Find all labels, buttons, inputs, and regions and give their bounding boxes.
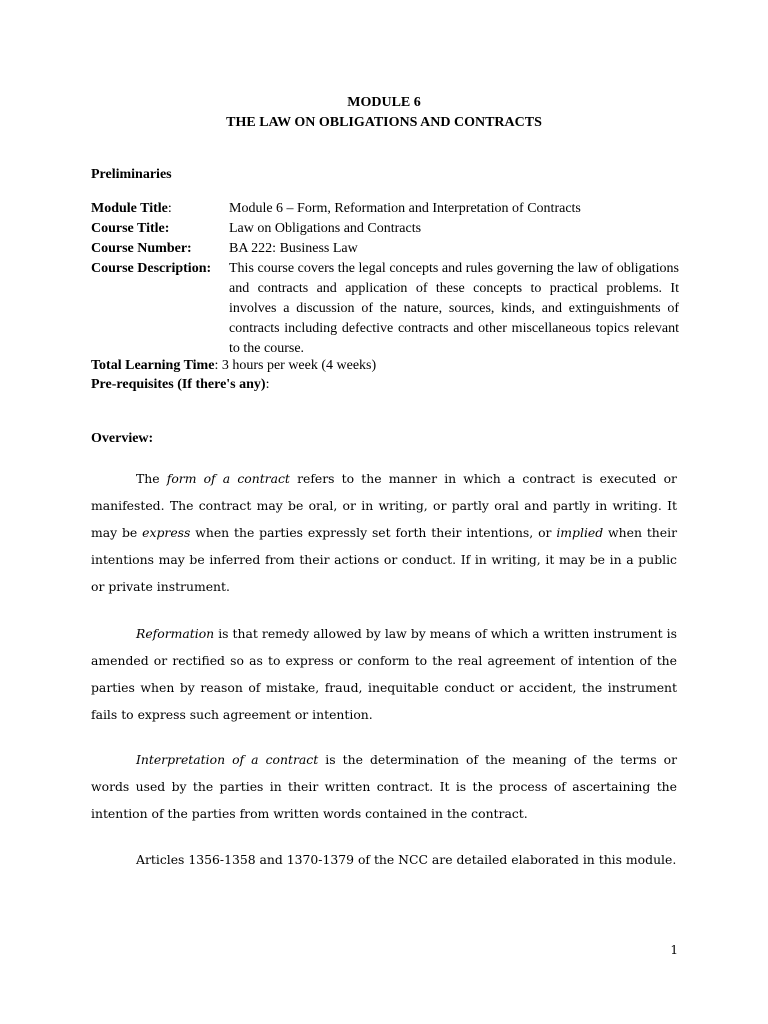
course-number-label: Course Number:: [91, 241, 192, 256]
p4-text-a: Articles 1356-1358 and 1370-1379 of the NCC are detailed elaborated in this module.: [136, 852, 677, 867]
course-number-value: BA 222: Business Law: [229, 241, 358, 256]
module-title-label-text: Module Title: [91, 201, 168, 216]
paragraph-form-of-contract: [91, 465, 677, 600]
p1-text-a: The: [136, 471, 167, 486]
term-interpretation-of-a-contract: Interpretation of a contract: [136, 752, 319, 767]
course-title-value: Law on Obligations and Contracts: [229, 221, 422, 236]
p3-text-b: is the determination of the meaning of the terms or words used by the parties in their written contract. It is the process of ascertaining the intention of the parties from written words contained in the contract.: [91, 752, 677, 821]
course-title-label: Course Title:: [91, 221, 170, 236]
paragraph-reformation: [91, 620, 677, 728]
prerequisites-label: Pre-requisites (If there's any): [91, 377, 266, 392]
paragraph-interpretation: [91, 746, 677, 827]
course-description-value: This course covers the legal concepts and rules governing the law of obligations and contracts and application of these concepts to practical problems. It involves a discussion of the nature, sources, kinds, and extinguishments of contracts including defective contracts and other miscellaneous topics relevant to the course.: [229, 261, 679, 356]
term-reformation: Reformation: [136, 626, 215, 641]
paragraph-articles: [91, 846, 677, 873]
module-subtitle: THE LAW ON OBLIGATIONS AND CONTRACTS: [226, 115, 542, 130]
page-number: 1: [670, 943, 678, 957]
p1-text-d: when their intentions may be inferred from their actions or conduct. If in writing, it may be in a public or private instrument.: [91, 525, 677, 594]
course-description-label: Course Description:: [91, 261, 212, 276]
p2-text-b: is that remedy allowed by law by means of which a written instrument is amended or rectified so as to express or conform to the real agreement of intention of the parties when by reason of mistake, fraud, inequitable conduct or accident, the instrument fails to express such agreement or intention.: [91, 626, 677, 722]
term-express: express: [142, 525, 191, 540]
preliminaries-heading: Preliminaries: [91, 167, 172, 182]
total-learning-time-label: Total Learning Time: [91, 358, 215, 373]
p1-text-b: refers to the manner in which a contract is executed or manifested. The contract may be oral, or in writing, or partly oral and partly in writing. It may be: [91, 471, 677, 540]
module-title-label: [91, 199, 172, 219]
term-form-of-a-contract: form of a contract: [166, 471, 290, 486]
prerequisites-row: [91, 376, 269, 394]
prerequisites-value: :: [265, 377, 270, 392]
p1-text-c: when the parties expressly set forth their intentions, or: [190, 525, 557, 540]
module-heading: MODULE 6: [347, 95, 421, 110]
term-implied: implied: [556, 525, 604, 540]
module-title-label-colon: :: [167, 201, 172, 216]
overview-heading: Overview:: [91, 431, 154, 446]
module-title-value: Module 6 – Form, Reformation and Interpretation of Contracts: [229, 201, 581, 216]
total-learning-time-value: : 3 hours per week (4 weeks): [214, 358, 377, 373]
total-learning-time-row: [91, 357, 376, 375]
